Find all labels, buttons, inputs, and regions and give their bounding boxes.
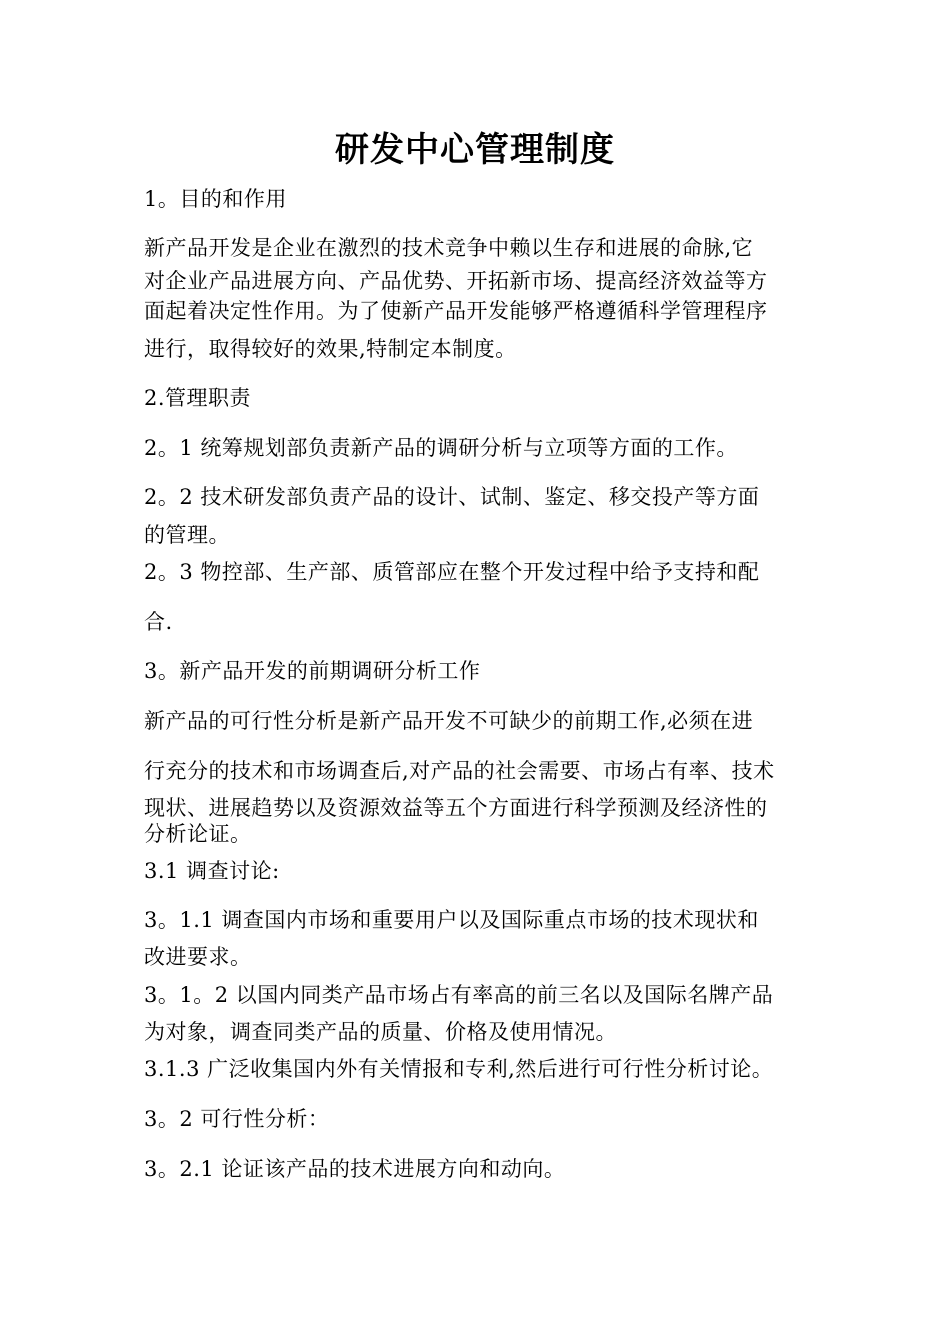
section-3-heading: 3。新产品开发的前期调研分析工作 (144, 659, 481, 683)
subsection-heading: 3.1 调查讨论: (144, 859, 280, 883)
clause-line: 3.1.3 广泛收集国内外有关情报和专利,然后进行可行性分析讨论。 (144, 1057, 774, 1081)
clause-line: 2。3 物控部、生产部、质管部应在整个开发过程中给予支持和配 (144, 560, 760, 584)
subsection-heading: 3。2 可行性分析： (144, 1107, 330, 1131)
clause-line: 合. (144, 610, 173, 634)
clause-line: 为对象，调查同类产品的质量、价格及使用情况。 (144, 1020, 617, 1044)
clause-line: 2。1 统筹规划部负责新产品的调研分析与立项等方面的工作。 (144, 436, 738, 460)
clause-line: 2。2 技术研发部负责产品的设计、试制、鉴定、移交投产等方面 (144, 485, 760, 509)
paragraph-line: 对企业产品进展方向、产品优势、开拓新市场、提高经济效益等方 (144, 269, 768, 293)
paragraph-line: 新产品开发是企业在激烈的技术竞争中赖以生存和进展的命脉,它 (144, 236, 754, 260)
paragraph-line: 面起着决定性作用。为了使新产品开发能够严格遵循科学管理程序 (144, 299, 768, 323)
clause-line: 3。1。2 以国内同类产品市场占有率高的前三名以及国际名牌产品 (144, 983, 774, 1007)
clause-line: 3。2.1 论证该产品的技术进展方向和动向。 (144, 1157, 566, 1181)
paragraph-line: 进行，取得较好的效果,特制定本制度。 (144, 337, 517, 361)
clause-line: 3。1.1 调查国内市场和重要用户以及国际重点市场的技术现状和 (144, 908, 759, 932)
paragraph-line: 行充分的技术和市场调查后,对产品的社会需要、市场占有率、技术 (144, 759, 775, 783)
paragraph-line: 新产品的可行性分析是新产品开发不可缺少的前期工作,必须在进 (144, 709, 754, 733)
document-title: 研发中心管理制度 (335, 130, 615, 170)
clause-line: 改进要求。 (144, 945, 252, 969)
paragraph-line: 现状、进展趋势以及资源效益等五个方面进行科学预测及经济性的 (144, 796, 768, 820)
paragraph-line: 分析论证。 (144, 822, 252, 846)
clause-line: 的管理。 (144, 523, 230, 547)
section-2-heading: 2.管理职责 (144, 386, 252, 410)
section-1-heading: 1。目的和作用 (144, 187, 287, 211)
